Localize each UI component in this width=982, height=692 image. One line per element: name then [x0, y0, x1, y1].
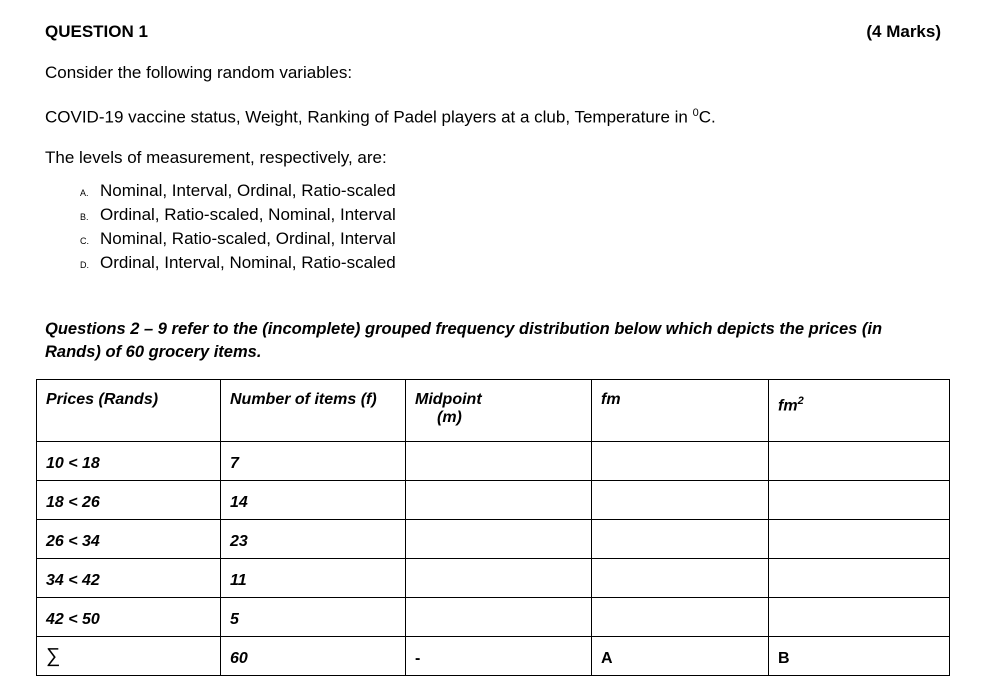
cell-total-f: 60: [221, 637, 406, 676]
header-fm2: [769, 380, 950, 442]
option-text: Ordinal, Interval, Nominal, Ratio-scaled: [100, 253, 396, 272]
option-d: [80, 253, 396, 277]
table-row: [37, 559, 950, 598]
degree-unit: C.: [698, 107, 716, 127]
cell-m: [406, 520, 592, 559]
cell-fm: [592, 598, 769, 637]
option-letter: C.: [80, 236, 89, 246]
header-prices: Prices (Rands): [37, 380, 221, 442]
cell-f: 14: [221, 481, 406, 520]
cell-fm2: [769, 559, 950, 598]
cell-m: [406, 442, 592, 481]
cell-price: 34 < 42: [37, 559, 221, 598]
cell-fm: [592, 481, 769, 520]
header-fm2-sup: 2: [797, 395, 804, 407]
cell-m: [406, 559, 592, 598]
cell-f: 7: [221, 442, 406, 481]
option-b: [80, 205, 396, 229]
table-row: [37, 520, 950, 559]
option-c: [80, 229, 396, 253]
question-prompt: The levels of measurement, respectively, are:: [45, 148, 387, 167]
cell-fm: [592, 559, 769, 598]
variables-text: COVID-19 vaccine status, Weight, Ranking of Padel players at a club, Temperature in: [45, 107, 693, 127]
cell-fm2: [769, 520, 950, 559]
header-fm2-label: fm: [778, 397, 798, 415]
cell-price: 10 < 18: [37, 442, 221, 481]
header-midpoint-label: Midpoint: [415, 391, 482, 408]
cell-price: 42 < 50: [37, 598, 221, 637]
degree-superscript: 0: [692, 107, 699, 119]
cell-total-fm2: B: [769, 637, 950, 676]
header-midpoint-sub: (m): [437, 409, 462, 426]
cell-f: 5: [221, 598, 406, 637]
sigma-symbol: ∑: [46, 645, 61, 667]
cell-m: [406, 598, 592, 637]
option-text: Ordinal, Ratio-scaled, Nominal, Interval: [100, 205, 396, 224]
cell-price: 26 < 34: [37, 520, 221, 559]
header-midpoint: [406, 380, 592, 442]
table-total-row: [37, 637, 950, 676]
option-text: Nominal, Ratio-scaled, Ordinal, Interval: [100, 229, 396, 248]
cell-fm: [592, 442, 769, 481]
cell-fm2: [769, 481, 950, 520]
header-fm: fm: [592, 380, 769, 442]
table-header-row: [37, 380, 950, 442]
option-letter: D.: [80, 260, 89, 270]
option-text: Nominal, Interval, Ordinal, Ratio-scaled: [100, 181, 396, 200]
table-row: [37, 481, 950, 520]
variables-line: [45, 107, 716, 128]
cell-fm2: [769, 442, 950, 481]
frequency-table: [36, 379, 950, 676]
question-intro: Consider the following random variables:: [45, 63, 353, 82]
cell-m: [406, 481, 592, 520]
cell-sum-symbol: [37, 637, 221, 676]
cell-fm: [592, 520, 769, 559]
cell-total-m: -: [406, 637, 592, 676]
cell-f: 11: [221, 559, 406, 598]
question-title: QUESTION 1: [45, 22, 148, 41]
option-letter: B.: [80, 212, 89, 222]
option-a: [80, 181, 396, 205]
table-row: [37, 442, 950, 481]
option-letter: A.: [80, 188, 89, 198]
cell-total-fm: A: [592, 637, 769, 676]
cell-fm2: [769, 598, 950, 637]
cell-price: 18 < 26: [37, 481, 221, 520]
table-row: [37, 598, 950, 637]
header-number: Number of items (f): [221, 380, 406, 442]
cell-f: 23: [221, 520, 406, 559]
answer-options: [80, 181, 396, 277]
question-marks: (4 Marks): [866, 22, 941, 41]
instructions-text: Questions 2 – 9 refer to the (incomplete) grouped frequency distribution below which depicts the prices (in Rands) of 60 grocery items.: [45, 320, 883, 361]
